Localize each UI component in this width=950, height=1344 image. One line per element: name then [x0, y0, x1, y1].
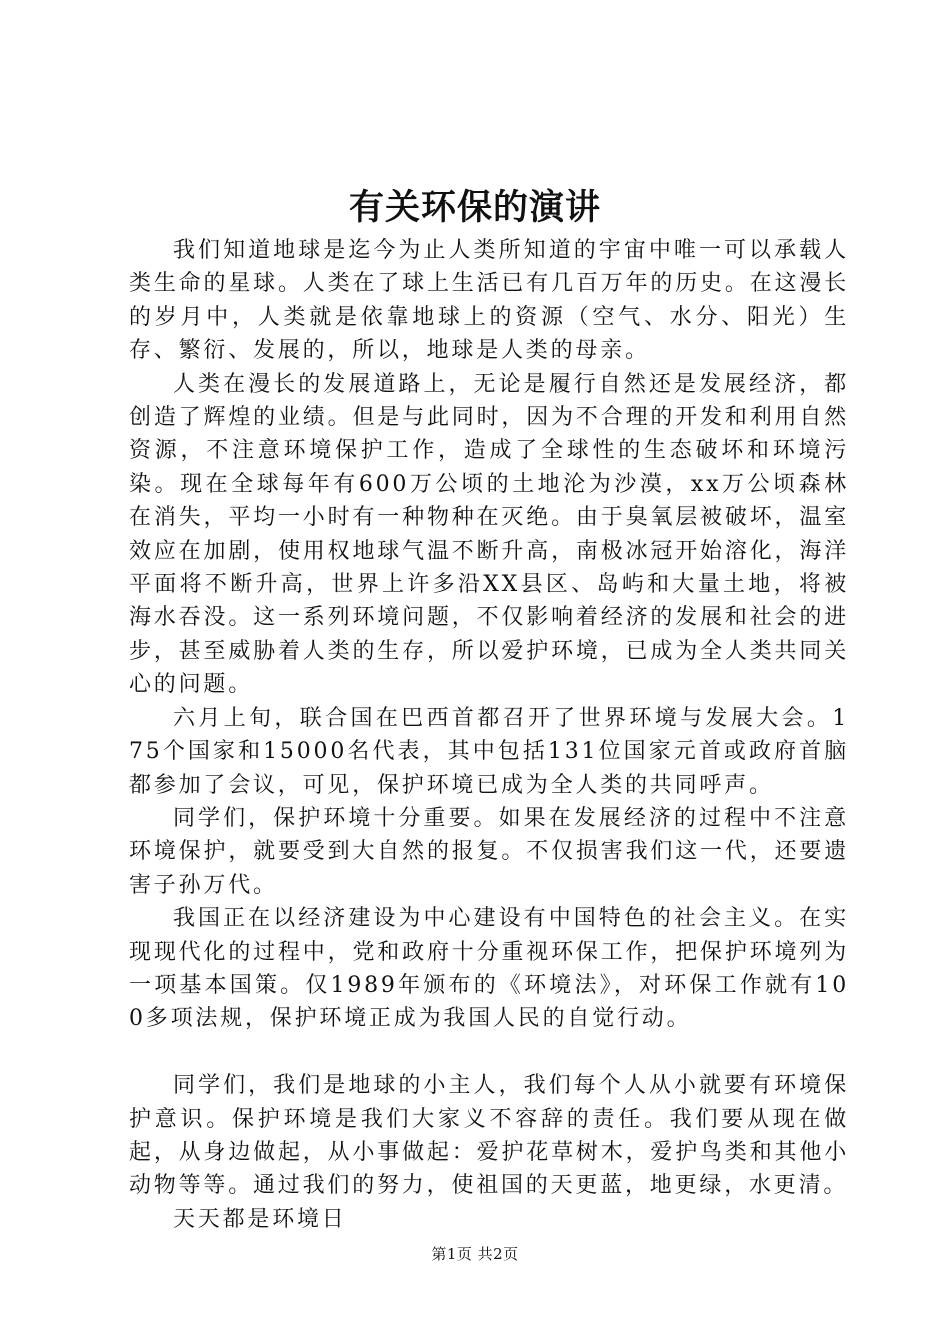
document-title: 有关环保的演讲: [348, 187, 601, 228]
document-body: [129, 234, 849, 1236]
blank-line: [129, 1036, 849, 1069]
paragraph-5: 我国正在以经济建设为中心建设有中国特色的社会主义。在实现现代化的过程中，党和政府十分重视环保工作，把保护环境列为一项基本国策。仅1989年颁布的《环境法》，对环保工作就有100多项法规，保护环境正成为我国人民的自觉行动。: [129, 906, 849, 1032]
paragraph-4: 同学们，保护环境十分重要。如果在发展经济的过程中不注意环境保护，就要受到大自然的报复。不仅损害我们这一代，还要遗害子孙万代。: [129, 805, 849, 898]
paragraph-7: 天天都是环境日: [173, 1206, 347, 1232]
paragraph-6: 同学们，我们是地球的小主人，我们每个人从小就要有环境保护意识。保护环境是我们大家义不容辞的责任。我们要从现在做起，从身边做起，从小事做起：爱护花草树木，爱护鸟类和其他小动物等等。通过我们的努力，使祖国的天更蓝，地更绿，水更清。: [129, 1073, 849, 1199]
paragraph-2: 人类在漫长的发展道路上，无论是履行自然还是发展经济，都创造了辉煌的业绩。但是与此同时，因为不合理的开发和利用自然资源，不注意环境保护工作，造成了全球性的生态破坏和环境污染。现在全球每年有600万公顷的土地沦为沙漠，xx万公顷森林在消失，平均一小时有一种物种在灭绝。由于臭氧层被破坏，温室效应在加剧，使用权地球气温不断升高，南极冰冠开始溶化，海洋平面将不断升高，世界上许多沿XX县区、岛屿和大量土地，将被海水吞没。这一系列环境问题，不仅影响着经济的发展和社会的进步，甚至威胁着人类的生存，所以爱护环境，已成为全人类共同关心的问题。: [129, 371, 849, 698]
page-number-footer: 第1页 共2页: [431, 1245, 519, 1263]
paragraph-3: 六月上旬，联合国在巴西首都召开了世界环境与发展大会。175个国家和15000名代表，其中包括131位国家元首或政府首脑都参加了会议，可见，保护环境已成为全人类的共同呼声。: [129, 705, 849, 798]
paragraph-1: 我们知道地球是迄今为止人类所知道的宇宙中唯一可以承载人类生命的星球。人类在了球上生活已有几百万年的历史。在这漫长的岁月中，人类就是依靠地球上的资源（空气、水分、阳光）生存、繁衍、发展的，所以，地球是人类的母亲。: [129, 238, 849, 364]
